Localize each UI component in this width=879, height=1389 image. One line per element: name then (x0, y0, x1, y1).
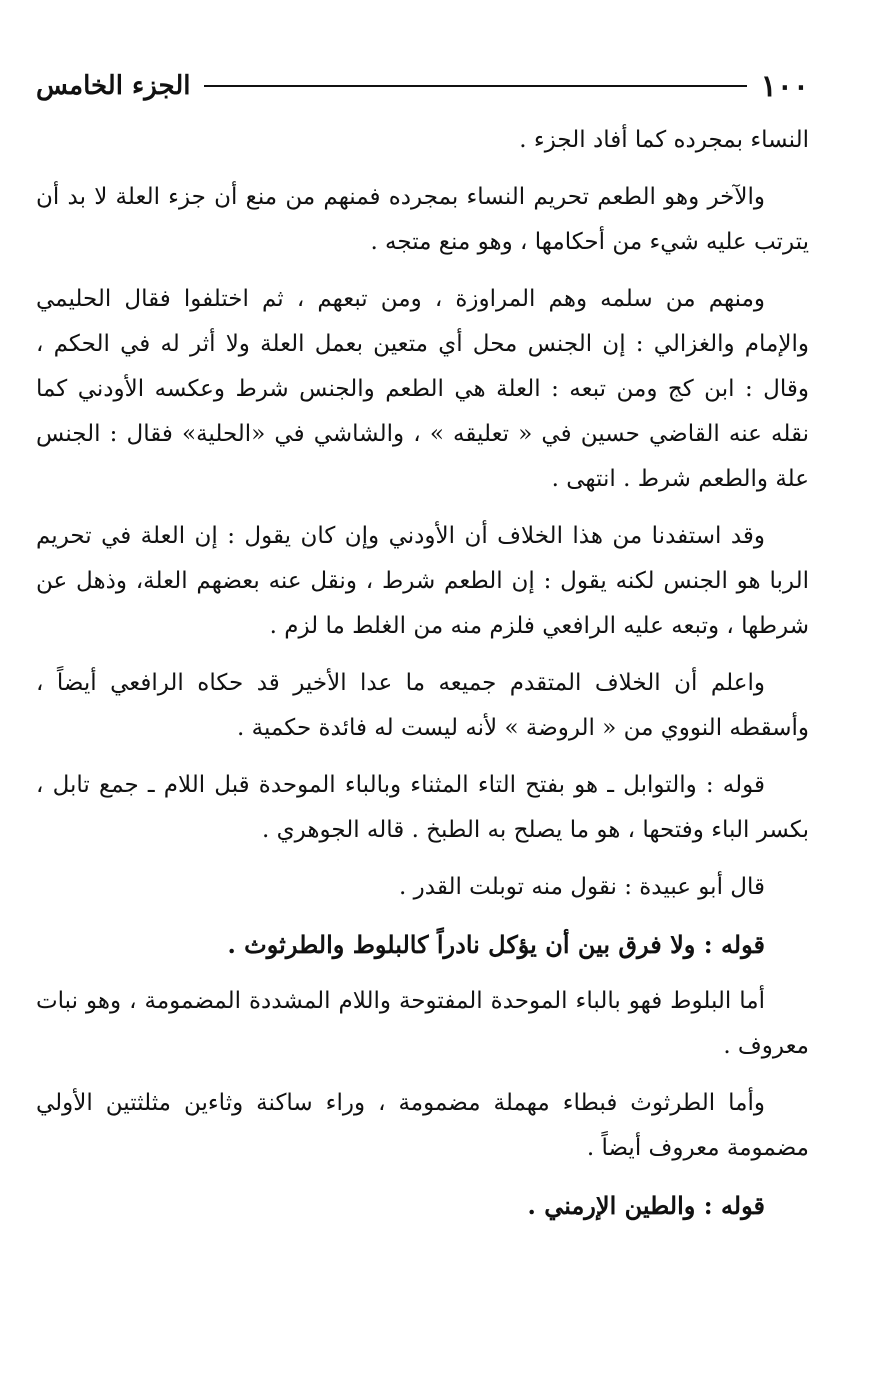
commentary-heading: قوله : والطين الإرمني . (527, 1191, 765, 1220)
paragraph: واعلم أن الخلاف المتقدم جميعه ما عدا الأخير قد حكاه الرافعي أيضاً ، وأسقطه النووي من « الروضة » لأنه ليست له فائدة حكمية . (36, 670, 809, 741)
body-text (36, 118, 809, 1240)
running-title: الجزء الخامس (36, 71, 191, 101)
paragraph: والآخر وهو الطعم تحريم النساء بمجرده فمنهم من منع أن جزء العلة لا بد أن يترتب عليه شيء من أحكامها ، وهو منع متجه . (36, 184, 809, 255)
paragraph: وقد استفدنا من هذا الخلاف أن الأودني وإن كان يقول : إن العلة في تحريم الربا هو الجنس لكنه يقول : إن الطعم شرط ، ونقل عنه بعضهم العلة، وذهل عن شرطها ، وتبعه عليه الرافعي فلزم منه من الغلط ما لزم . (36, 523, 809, 639)
paragraph: قوله : والتوابل ـ هو بفتح التاء المثناء وبالباء الموحدة قبل اللام ـ جمع تابل ، بكسر الباء وفتحها ، هو ما يصلح به الطبخ . قاله الجوهري . (36, 772, 809, 843)
page-number: ١٠٠ (760, 68, 809, 104)
page-header (36, 64, 809, 108)
paragraph: وأما الطرثوث فبطاء مهملة مضمومة ، وراء ساكنة وثاءين مثلثتين الأولي مضمومة معروف أيضاً . (36, 1090, 809, 1161)
paragraph: ومنهم من سلمه وهم المراوزة ، ومن تبعهم ، ثم اختلفوا فقال الحليمي والإمام والغزالي : إن الجنس محل أي متعين بعمل العلة ولا أثر له في الحكم ، وقال : ابن كج ومن تبعه : العلة هي الطعم والجنس شرط وعكسه الأودني كما نقله عنه القاضي حسين في « تعليقه » ، والشاشي في «الحلية» فقال : الجنس علة والطعم شرط . انتهى . (36, 286, 809, 492)
paragraph: قال أبو عبيدة : نقول منه توبلت القدر . (399, 874, 765, 900)
paragraph: النساء بمجرده كما أفاد الجزء . (519, 127, 809, 153)
paragraph: أما البلوط فهو بالباء الموحدة المفتوحة واللام المشددة المضمومة ، وهو نبات معروف . (36, 988, 809, 1059)
header-divider (204, 85, 746, 87)
commentary-heading: قوله : ولا فرق بين أن يؤكل نادراً كالبلوط والطرثوث . (227, 930, 765, 959)
